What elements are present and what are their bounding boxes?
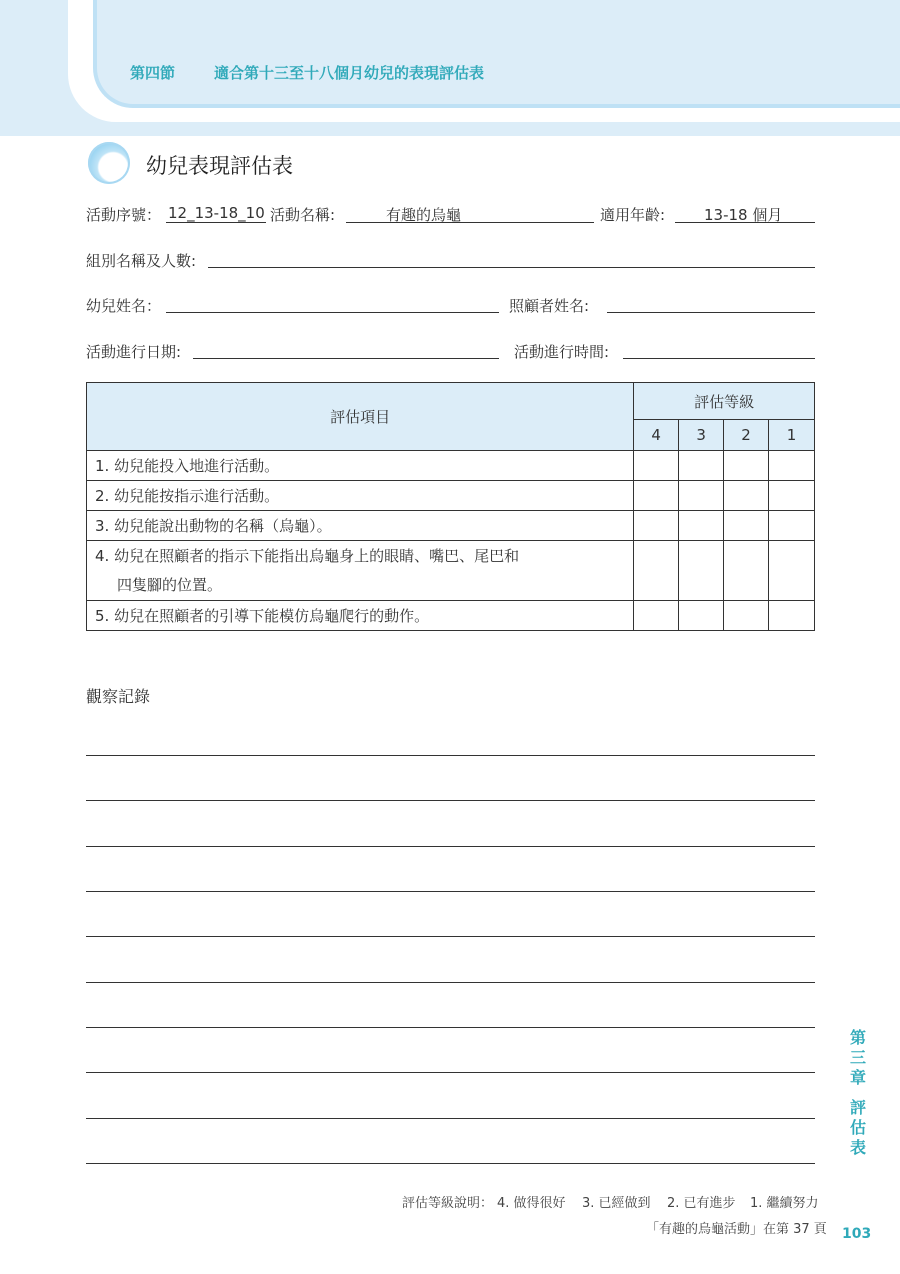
legend-3: 3. 已經做到: [582, 1196, 651, 1211]
rating-cell[interactable]: [769, 541, 815, 601]
rating-cell[interactable]: [769, 511, 815, 541]
observation-line[interactable]: [86, 846, 815, 847]
observation-label: 觀察記錄: [86, 687, 151, 706]
observation-line[interactable]: [86, 1163, 815, 1164]
observation-line[interactable]: [86, 800, 815, 801]
rating-cell[interactable]: [679, 601, 724, 631]
carer-name-line[interactable]: [607, 312, 815, 313]
rating-cell[interactable]: [769, 601, 815, 631]
section-title: 適合第十三至十八個月幼兒的表現評估表: [214, 64, 485, 82]
activity-no-line: [166, 222, 266, 223]
age-value[interactable]: 13-18 個月: [704, 206, 783, 224]
table-row: [87, 601, 815, 631]
activity-no-value[interactable]: 12_13-18_10: [168, 204, 265, 222]
carer-name-label: 照顧者姓名:: [509, 297, 590, 315]
level-1: 1: [769, 420, 815, 451]
observation-line[interactable]: [86, 936, 815, 937]
group-label: 組別名稱及人數:: [86, 252, 197, 270]
activity-name-line: [346, 222, 594, 223]
rating-cell[interactable]: [679, 511, 724, 541]
observation-line[interactable]: [86, 891, 815, 892]
observation-line[interactable]: [86, 1118, 815, 1119]
activity-no-label: 活動序號：: [86, 206, 162, 224]
item-4-line-2: 四隻腳的位置。: [117, 575, 223, 594]
rating-cell[interactable]: [634, 481, 679, 511]
topic-label: 評估表: [849, 1098, 866, 1157]
time-label: 活動進行時間:: [514, 343, 610, 361]
header-inner: [93, 0, 900, 108]
level-2: 2: [724, 420, 769, 451]
rating-cell[interactable]: [724, 601, 769, 631]
form-title: 幼兒表現評估表: [146, 154, 293, 178]
date-label: 活動進行日期:: [86, 343, 182, 361]
table-row: [87, 451, 815, 481]
level-header: 評估等級: [634, 383, 815, 420]
rating-cell[interactable]: [634, 601, 679, 631]
item-4-line-1: 4. 幼兒在照顧者的指示下能指出烏龜身上的眼睛、嘴巴、尾巴和: [95, 546, 520, 565]
evaluation-table: [86, 382, 815, 631]
rating-cell[interactable]: [724, 451, 769, 481]
activity-name-value[interactable]: 有趣的烏龜: [386, 206, 462, 224]
bubble-icon: [88, 142, 130, 184]
section-label: 第四節: [130, 64, 176, 82]
level-4: 4: [634, 420, 679, 451]
legend-2: 2. 已有進步: [667, 1196, 736, 1211]
time-line[interactable]: [623, 358, 815, 359]
item-3: 3. 幼兒能說出動物的名稱（烏龜）。: [87, 511, 634, 541]
rating-cell[interactable]: [769, 481, 815, 511]
child-name-line[interactable]: [166, 312, 499, 313]
page-reference: 「有趣的烏龜活動」在第 37 頁: [646, 1222, 827, 1237]
level-3: 3: [679, 420, 724, 451]
legend-4: 4. 做得很好: [497, 1196, 566, 1211]
activity-name-label: 活動名稱:: [270, 206, 336, 224]
table-row: [87, 481, 815, 511]
observation-line[interactable]: [86, 755, 815, 756]
group-line[interactable]: [208, 267, 815, 268]
legend-label: 評估等級說明：: [402, 1196, 494, 1211]
rating-cell[interactable]: [724, 541, 769, 601]
rating-cell[interactable]: [724, 481, 769, 511]
rating-cell[interactable]: [724, 511, 769, 541]
observation-line[interactable]: [86, 1072, 815, 1073]
rating-cell[interactable]: [769, 451, 815, 481]
chapter-label: 第三章: [849, 1028, 866, 1087]
item-5: 5. 幼兒在照顧者的引導下能模仿烏龜爬行的動作。: [87, 601, 634, 631]
item-1: 1. 幼兒能投入地進行活動。: [87, 451, 634, 481]
page-number: 103: [842, 1226, 872, 1242]
observation-line[interactable]: [86, 982, 815, 983]
rating-cell[interactable]: [679, 541, 724, 601]
date-line[interactable]: [193, 358, 499, 359]
rating-cell[interactable]: [634, 541, 679, 601]
rating-cell[interactable]: [679, 451, 724, 481]
rating-cell[interactable]: [679, 481, 724, 511]
item-2: 2. 幼兒能按指示進行活動。: [87, 481, 634, 511]
observation-line[interactable]: [86, 1027, 815, 1028]
item-header: 評估項目: [87, 383, 634, 451]
table-row: [87, 541, 815, 601]
child-name-label: 幼兒姓名：: [86, 297, 162, 315]
item-4: [87, 541, 634, 601]
legend-1: 1. 繼續努力: [750, 1196, 819, 1211]
age-label: 適用年齡:: [600, 206, 666, 224]
table-row: [87, 511, 815, 541]
rating-cell[interactable]: [634, 511, 679, 541]
rating-cell[interactable]: [634, 451, 679, 481]
